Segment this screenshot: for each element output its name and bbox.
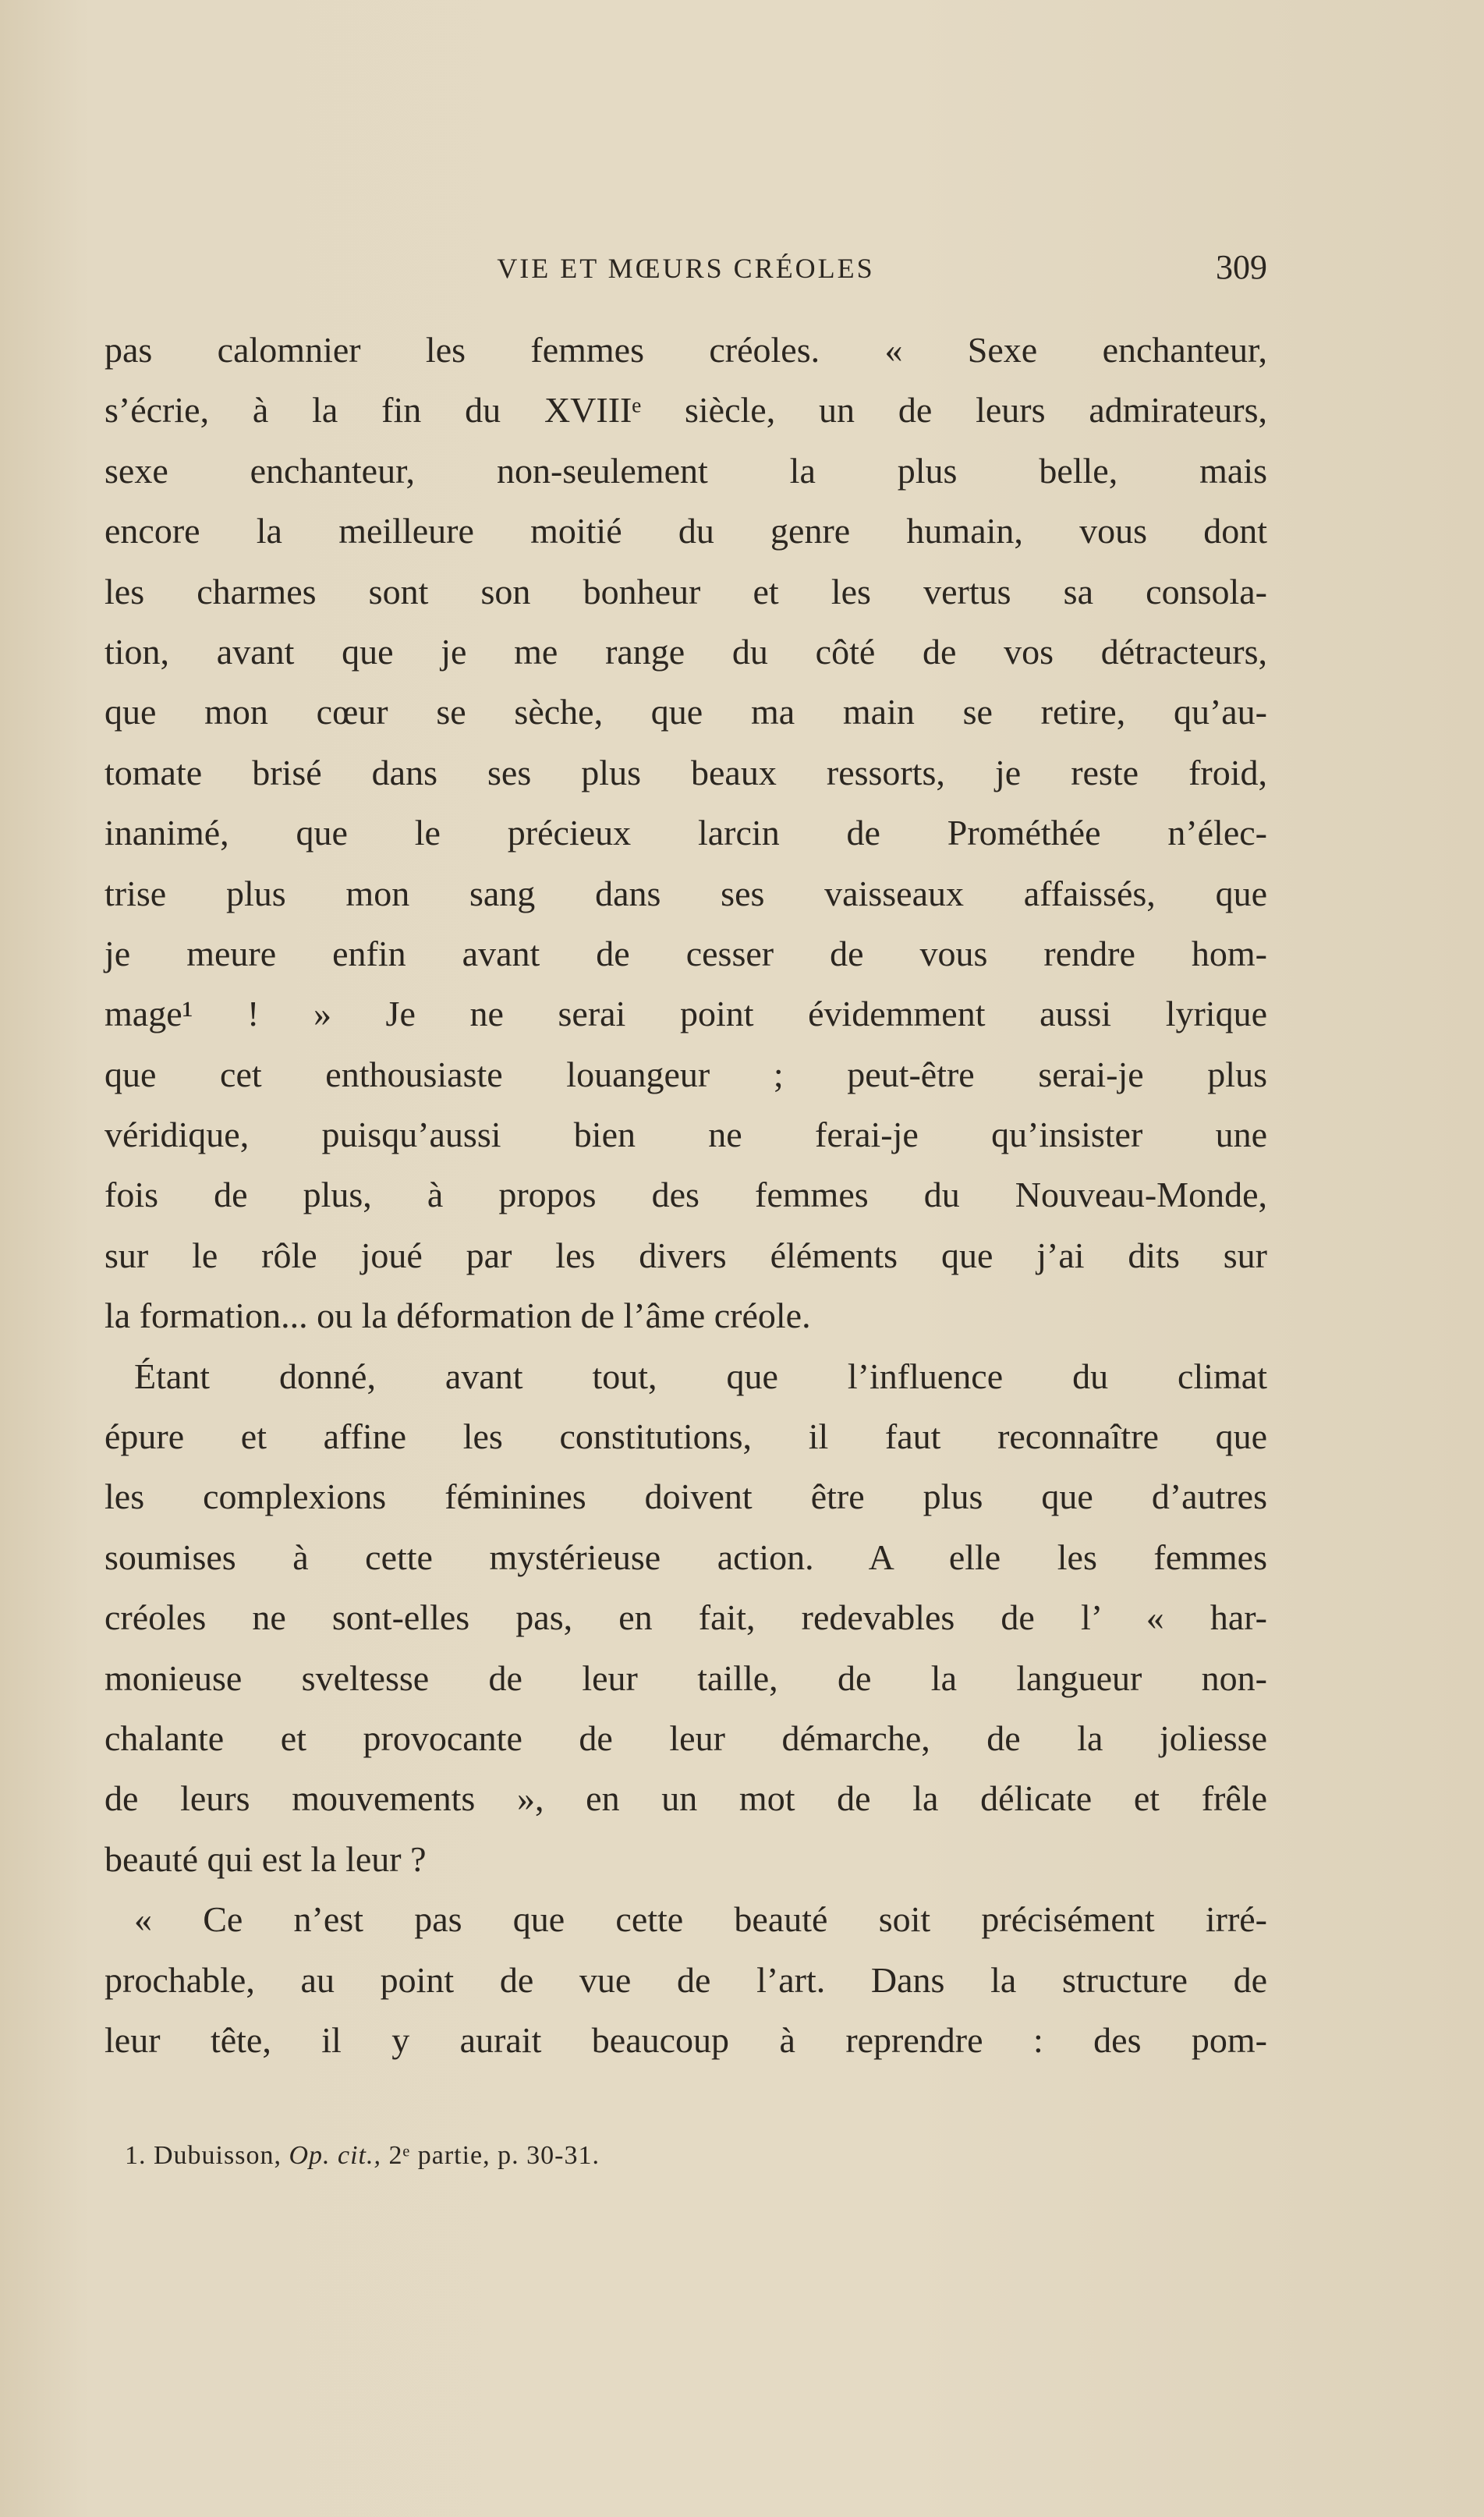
text-line: tion, avant que je me range du côté de vos détracteurs, [104,631,1267,672]
footnote-number: 1. [125,2141,147,2170]
text-line: fois de plus, à propos des femmes du Nouveau-Monde, [104,1175,1267,1215]
text-line: Étant donné, avant tout, que l’influence du climat [134,1356,1267,1396]
text-line: tomate brisé dans ses plus beaux ressorts, je reste froid, [104,752,1267,792]
text-line: soumises à cette mystérieuse action. A elle les femmes [104,1537,1267,1577]
footnote-work: Op. cit., [289,2141,382,2170]
footnote-author: Dubuisson, [154,2141,282,2170]
text-line: mage¹ ! » Je ne serai point évidemment aussi lyrique [104,994,1267,1034]
text-line: sur le rôle joué par les divers éléments que j’ai dits sur [104,1235,1267,1275]
text-line: prochable, au point de vue de l’art. Dans la structure de [104,1959,1267,2000]
text-line: s’écrie, à la fin du XVIIIᵉ siècle, un de leurs admirateurs, [104,390,1267,431]
text-line: sexe enchanteur, non-seulement la plus belle, mais [104,450,1267,491]
text-line: créoles ne sont-elles pas, en fait, redevables de l’ « har- [104,1597,1267,1638]
paragraph [104,1889,1267,2070]
text-line: véridique, puisqu’aussi bien ne ferai-je qu’insister une [104,1115,1267,1155]
text-line: que cet enthousiaste louangeur ; peut-être serai-je plus [104,1054,1267,1094]
text-line: chalante et provocante de leur démarche, de la joliesse [104,1718,1267,1758]
paragraph [104,1346,1267,1890]
text-line: que mon cœur se sèche, que ma main se retire, qu’au- [104,692,1267,732]
text-line: pas calomnier les femmes créoles. « Sexe enchanteur, [104,330,1267,370]
text-line: inanimé, que le précieux larcin de Prométhée n’élec- [104,813,1267,853]
paragraph [104,320,1267,1346]
text-line: monieuse sveltesse de leur taille, de la langueur non- [104,1657,1267,1698]
page-number: 309 [1216,248,1267,286]
text-line: de leurs mouvements », en un mot de la délicate et frêle [104,1778,1267,1819]
text-line: trise plus mon sang dans ses vaisseaux affaissés, que [104,873,1267,913]
text-line: « Ce n’est pas que cette beauté soit précisément irré- [134,1899,1267,1940]
text-line: les complexions féminines doivent être plus que d’autres [104,1477,1267,1517]
text-line: les charmes sont son bonheur et les vertus sa consola- [104,571,1267,612]
text-line: je meure enfin avant de cesser de vous rendre hom- [104,933,1267,973]
text-line: encore la meilleure moitié du genre humain, vous dont [104,511,1267,551]
text-line: leur tête, il y aurait beaucoup à reprendre : des pom- [104,2019,1267,2060]
running-title: VIE ET MŒURS CRÉOLES [497,253,875,284]
running-head [104,246,1267,292]
text-line: beauté qui est la leur ? [104,1838,427,1879]
text-line: épure et affine les constitutions, il faut reconnaître que [104,1416,1267,1457]
body-text [104,320,1267,2070]
text-line: la formation... ou la déformation de l’âme créole. [104,1296,811,1336]
footnote [125,2141,600,2171]
footnote-reference: 2ᵉ partie, p. 30-31. [388,2141,600,2170]
